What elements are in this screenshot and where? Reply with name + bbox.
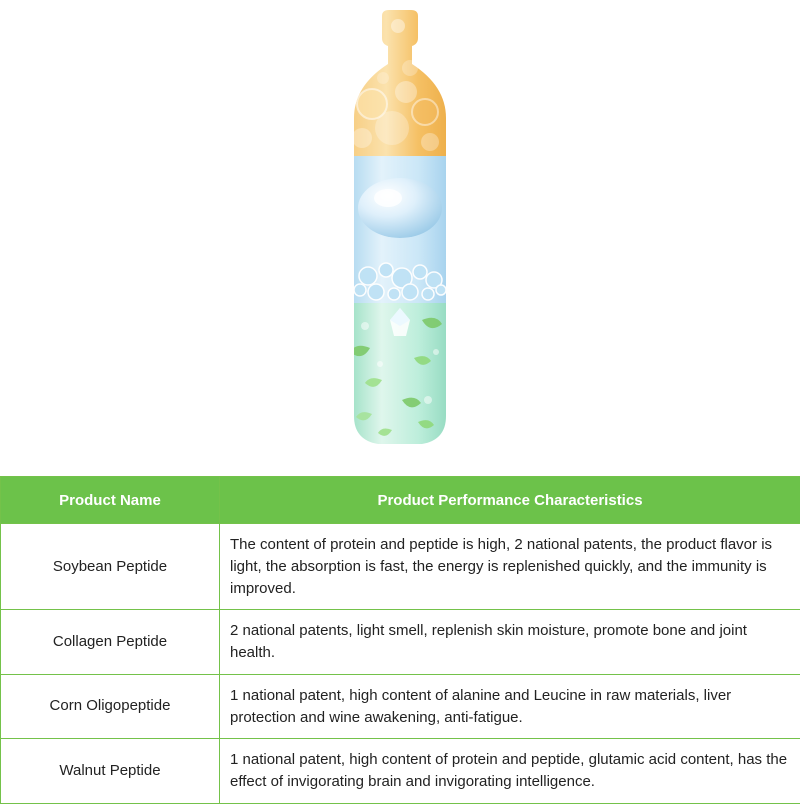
- table-body: [1, 524, 800, 804]
- header-product-performance: Product Performance Characteristics: [220, 477, 800, 524]
- product-spec-table-wrapper: [0, 476, 800, 804]
- table-row: [1, 610, 800, 675]
- product-description-cell: 2 national patents, light smell, replenish skin moisture, promote bone and joint health.: [220, 610, 800, 675]
- table-row: [1, 674, 800, 739]
- bottle-lower-body: [350, 303, 446, 444]
- bottle-cap: [352, 10, 446, 156]
- product-spec-table: [0, 476, 800, 804]
- table-row: [1, 739, 800, 804]
- table-header: [1, 477, 800, 524]
- bottle-upper-body: [354, 156, 446, 303]
- product-description-cell: 1 national patent, high content of protein and peptide, glutamic acid content, has the effect of invigorating brain and invigorating intelligence.: [220, 739, 800, 804]
- table-row: [1, 524, 800, 610]
- product-name-cell: Collagen Peptide: [1, 610, 220, 675]
- peptide-beverage-bottle-illustration: [310, 8, 490, 458]
- header-product-name: Product Name: [1, 477, 220, 524]
- product-name-cell: Soybean Peptide: [1, 524, 220, 610]
- product-description-cell: 1 national patent, high content of alanine and Leucine in raw materials, liver protection and wine awakening, anti-fatigue.: [220, 674, 800, 739]
- product-name-cell: Walnut Peptide: [1, 739, 220, 804]
- product-description-cell: The content of protein and peptide is high, 2 national patents, the product flavor is light, the absorption is fast, the energy is replenished quickly, and the immunity is improved.: [220, 524, 800, 610]
- table-header-row: [1, 477, 800, 524]
- product-name-cell: Corn Oligopeptide: [1, 674, 220, 739]
